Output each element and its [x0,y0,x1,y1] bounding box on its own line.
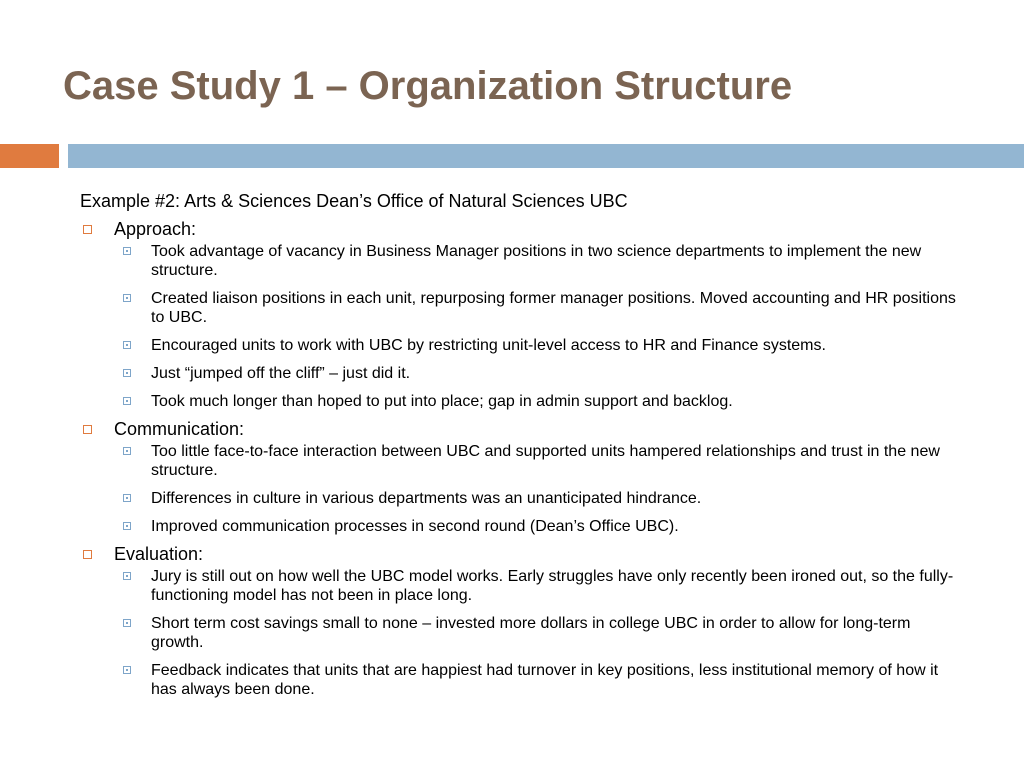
list-item-text: Took advantage of vacancy in Business Manager positions in two science departments to implement the new structure. [151,243,922,279]
list-item [80,567,960,605]
section-heading-text: Approach: [114,219,197,239]
section-heading-text: Communication: [114,419,245,439]
list-item-text: Created liaison positions in each unit, repurposing former manager positions. Moved accounting and HR positions to UBC. [151,290,956,326]
section-heading [80,216,960,242]
list-item [80,489,960,508]
square-bullet-icon [123,666,131,674]
square-bullet-icon [123,447,131,455]
square-bullet-icon [123,397,131,405]
square-bullet-icon [123,294,131,302]
list-item [80,242,960,280]
square-bullet-icon [123,572,131,580]
list-item-text: Too little face-to-face interaction between UBC and supported units hampered relationships and trust in the new structure. [151,443,940,479]
sub-bullet-list [80,242,960,411]
list-item-text: Just “jumped off the cliff” – just did it. [151,365,411,382]
title-rule-bar [68,144,1024,168]
accent-bar [0,144,59,168]
square-bullet-icon [123,494,131,502]
list-item-text: Took much longer than hoped to put into place; gap in admin support and backlog. [151,393,733,410]
slide-content [80,188,960,704]
square-bullet-icon [123,247,131,255]
hollow-square-bullet-icon [83,425,92,434]
list-item-text: Jury is still out on how well the UBC model works. Early struggles have only recently been ironed out, so the fully-functioning model has not been in place long. [151,568,954,604]
hollow-square-bullet-icon [83,550,92,559]
sub-bullet-list [80,442,960,536]
square-bullet-icon [123,341,131,349]
square-bullet-icon [123,619,131,627]
square-bullet-icon [123,522,131,530]
list-item [80,442,960,480]
list-item [80,364,960,383]
section-evaluation [80,541,960,699]
list-item-text: Encouraged units to work with UBC by restricting unit-level access to HR and Finance systems. [151,337,826,354]
list-item-text: Improved communication processes in second round (Dean’s Office UBC). [151,518,679,535]
list-item [80,289,960,327]
intro-text: Example #2: Arts & Sciences Dean’s Office of Natural Sciences UBC [80,191,628,211]
list-item [80,392,960,411]
section-heading [80,541,960,567]
section-heading-text: Evaluation: [114,544,204,564]
hollow-square-bullet-icon [83,225,92,234]
slide-title: Case Study 1 – Organization Structure [63,64,793,108]
list-item-text: Differences in culture in various departments was an unanticipated hindrance. [151,490,702,507]
list-item-text: Short term cost savings small to none – invested more dollars in college UBC in order to allow for long-term growth. [151,615,911,651]
list-item-text: Feedback indicates that units that are happiest had turnover in key positions, less institutional memory of how it has always been done. [151,662,939,698]
section-approach [80,216,960,411]
list-item [80,517,960,536]
list-item [80,336,960,355]
section-heading [80,416,960,442]
list-item [80,661,960,699]
square-bullet-icon [123,369,131,377]
section-communication [80,416,960,536]
sub-bullet-list [80,567,960,699]
list-item [80,614,960,652]
